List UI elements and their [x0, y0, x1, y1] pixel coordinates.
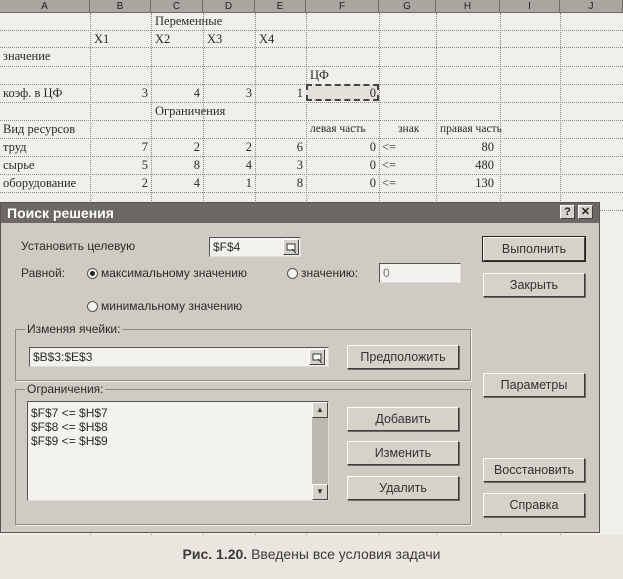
add-constraint-button[interactable]: Добавить — [347, 407, 459, 431]
column-header-h[interactable]: H — [436, 0, 500, 13]
column-header-g[interactable]: G — [379, 0, 436, 13]
column-header-e[interactable]: E — [255, 0, 306, 13]
cell-resources-label[interactable]: Вид ресурсов — [3, 122, 76, 136]
cell-value[interactable]: 8 — [296, 176, 303, 190]
cell-x4[interactable]: X4 — [259, 32, 275, 46]
min-radio[interactable] — [87, 301, 98, 312]
max-radio-label[interactable]: максимальному значению — [101, 266, 248, 280]
cell-sign[interactable]: <= — [382, 158, 397, 172]
cell-coef-b[interactable]: 3 — [141, 86, 148, 100]
column-header-d[interactable]: D — [203, 0, 255, 13]
constraint-item[interactable]: $F$9 <= $H$9 — [31, 434, 108, 448]
cell-value[interactable]: 0 — [369, 176, 376, 190]
column-header-f[interactable]: F — [306, 0, 379, 13]
collapse-dialog-icon[interactable] — [309, 349, 325, 365]
target-cell-value: $F$4 — [213, 240, 241, 254]
value-input-text: 0 — [383, 266, 390, 280]
constraints-list[interactable] — [27, 401, 329, 501]
cell-cf-label[interactable]: ЦФ — [310, 68, 329, 82]
cell-sign[interactable]: <= — [382, 140, 397, 154]
cell-x3[interactable]: X3 — [207, 32, 223, 46]
max-radio[interactable] — [87, 268, 98, 279]
figure-caption — [0, 546, 623, 562]
cell-right-part-label[interactable]: правая часть — [440, 123, 502, 135]
close-icon[interactable]: ✕ — [578, 205, 593, 219]
cell-sign[interactable]: <= — [382, 176, 397, 190]
cell-value[interactable]: 2 — [245, 140, 252, 154]
cell-coef-d[interactable]: 3 — [245, 86, 252, 100]
column-header-i[interactable]: I — [500, 0, 560, 13]
cell-row-name[interactable]: сырье — [3, 158, 35, 172]
caption-text: Введены все условия задачи — [247, 546, 441, 562]
cell-value[interactable]: 5 — [141, 158, 148, 172]
help-icon[interactable]: ? — [560, 205, 575, 219]
value-radio-label[interactable]: значению: — [301, 266, 359, 280]
value-radio[interactable] — [287, 268, 298, 279]
cell-row-name[interactable]: труд — [3, 140, 27, 154]
column-header-j[interactable]: J — [560, 0, 623, 13]
options-button[interactable]: Параметры — [483, 373, 585, 397]
constraint-item[interactable]: $F$8 <= $H$8 — [31, 420, 108, 434]
column-header-c[interactable]: C — [151, 0, 203, 13]
cell-value[interactable]: 0 — [369, 140, 376, 154]
cell-x2[interactable]: X2 — [155, 32, 171, 46]
changing-cells-value: $B$3:$E$3 — [33, 350, 93, 364]
changing-cells-input[interactable] — [29, 347, 329, 367]
close-button[interactable]: Закрыть — [483, 273, 585, 297]
cell-coef-c[interactable]: 4 — [193, 86, 200, 100]
column-header-b[interactable]: B — [90, 0, 151, 13]
cell-coef-f[interactable]: 0 — [369, 86, 376, 100]
value-input[interactable] — [379, 263, 461, 283]
cell-coef-label[interactable]: коэф. в ЦФ — [3, 86, 63, 100]
constraint-item[interactable]: $F$7 <= $H$7 — [31, 406, 108, 420]
gridline — [0, 192, 623, 193]
cell-value[interactable]: 3 — [296, 158, 303, 172]
change-constraint-button[interactable]: Изменить — [347, 441, 459, 465]
cell-constraints-title[interactable]: Ограничения — [155, 104, 226, 118]
scroll-down-icon[interactable]: ▼ — [312, 484, 328, 500]
dialog-title: Поиск решения — [7, 205, 114, 221]
gridline — [0, 102, 623, 103]
equal-to-label: Равной: — [21, 266, 65, 280]
cell-row-name[interactable]: оборудование — [3, 176, 77, 190]
cell-value[interactable]: 1 — [245, 176, 252, 190]
cell-value[interactable]: 4 — [193, 176, 200, 190]
caption-prefix: Рис. 1.20. — [182, 546, 248, 562]
cell-value[interactable]: 0 — [369, 158, 376, 172]
reset-button[interactable]: Восстановить — [483, 458, 585, 482]
target-cell-label: Установить целевую — [21, 239, 136, 253]
changing-cells-label: Изменяя ячейки: — [27, 322, 121, 336]
cell-coef-e[interactable]: 1 — [296, 86, 303, 100]
dialog-titlebar[interactable] — [1, 203, 599, 223]
cell-value[interactable]: 8 — [193, 158, 200, 172]
solve-button[interactable]: Выполнить — [483, 237, 585, 261]
cell-sign-label[interactable]: знак — [398, 123, 420, 135]
scroll-up-icon[interactable]: ▲ — [312, 402, 328, 418]
cell-left-part-label[interactable]: левая часть — [310, 123, 366, 135]
cell-value[interactable]: 2 — [141, 176, 148, 190]
delete-constraint-button[interactable]: Удалить — [347, 476, 459, 500]
help-button[interactable]: Справка — [483, 493, 585, 517]
cell-value[interactable]: 7 — [141, 140, 148, 154]
cell-value[interactable]: 4 — [245, 158, 252, 172]
cell-value[interactable]: 130 — [475, 176, 494, 190]
constraints-label: Ограничения: — [27, 382, 104, 396]
cell-value[interactable]: 480 — [475, 158, 494, 172]
collapse-dialog-icon[interactable] — [283, 239, 299, 255]
cell-value[interactable]: 6 — [296, 140, 303, 154]
cell-value-label[interactable]: значение — [3, 49, 51, 63]
column-header-a[interactable]: A — [0, 0, 90, 13]
cell-value[interactable]: 2 — [193, 140, 200, 154]
min-radio-label[interactable]: минимальному значению — [101, 299, 243, 313]
cell-value[interactable]: 80 — [481, 140, 494, 154]
guess-button[interactable]: Предположить — [347, 345, 459, 369]
cell-x1[interactable]: X1 — [94, 32, 110, 46]
solver-dialog — [0, 202, 600, 533]
constraints-scrollbar[interactable] — [312, 402, 328, 500]
cell-variables-header[interactable]: Переменные — [155, 14, 223, 28]
